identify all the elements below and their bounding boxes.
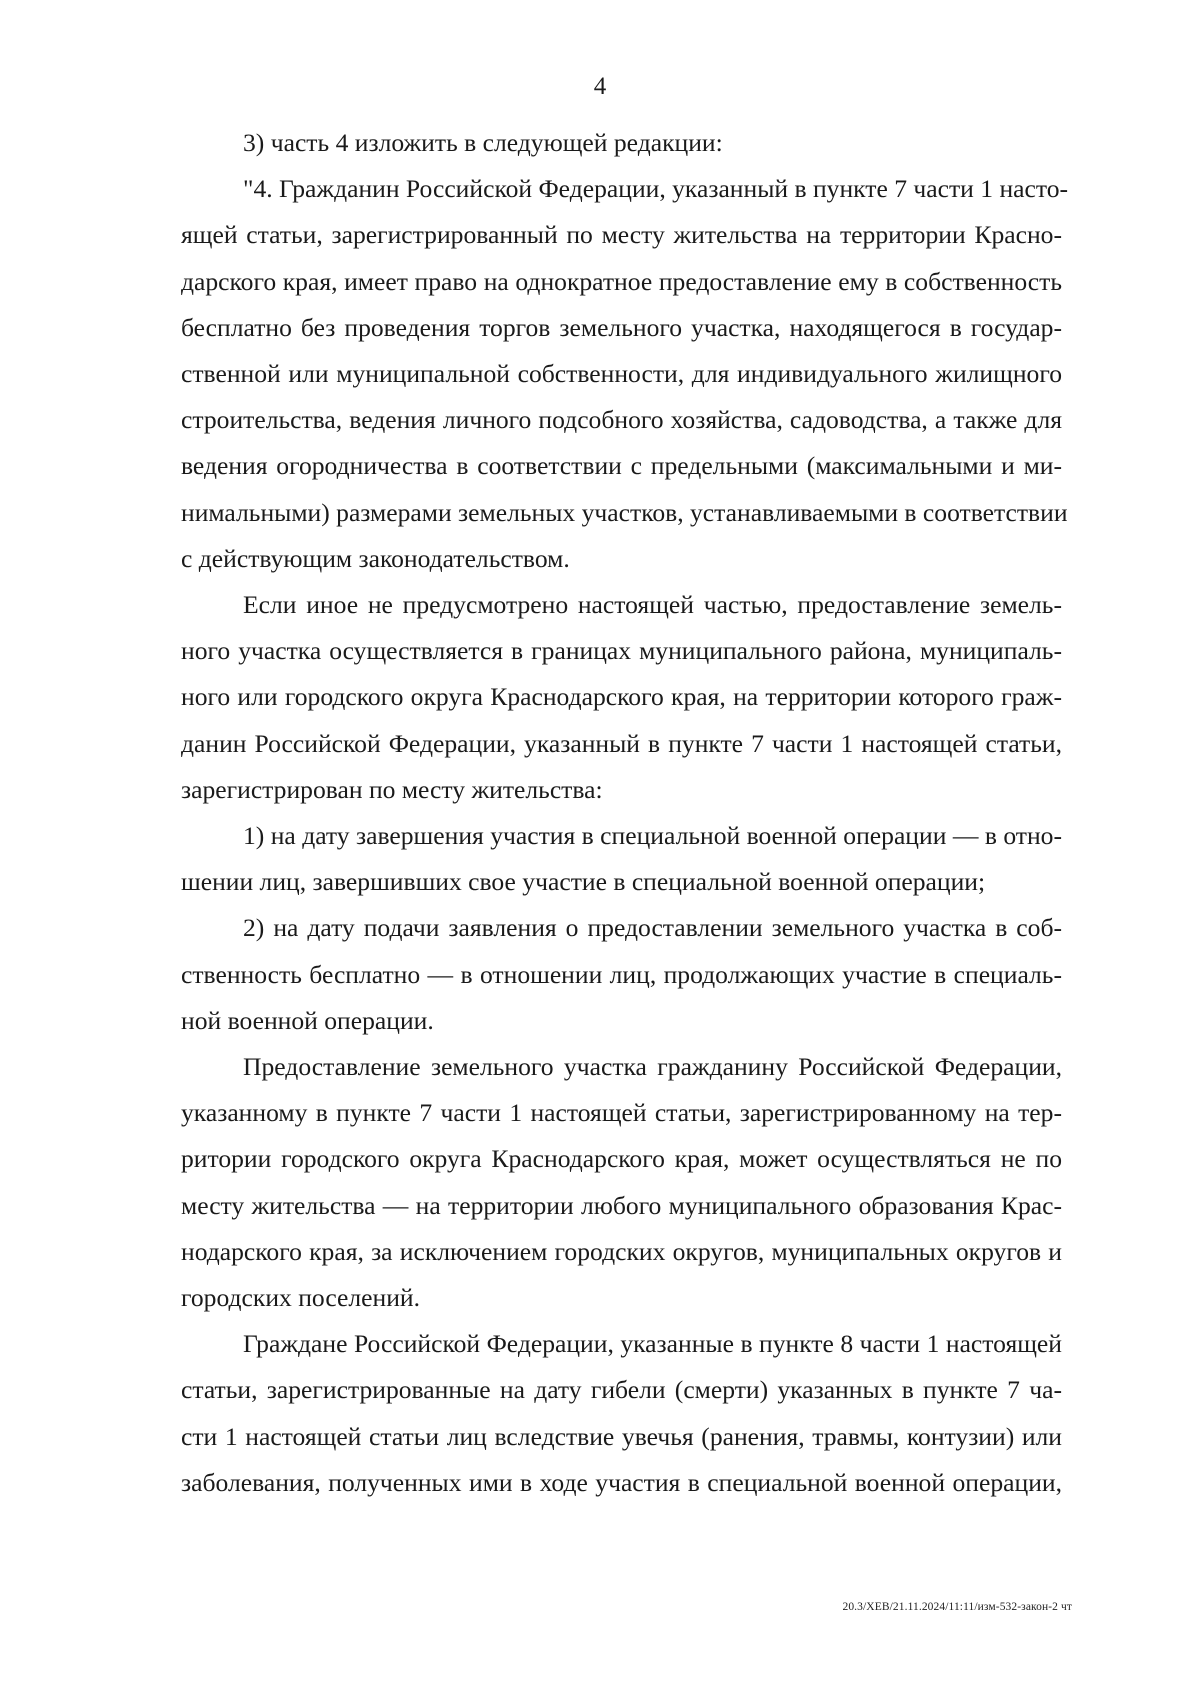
text-line: дарского края, имеет право на однократное предоставление ему в собственность [181, 266, 1062, 296]
text-line: 3) часть 4 изложить в следующей редакции: [243, 128, 723, 157]
text-line: ной военной операции. [181, 1005, 434, 1035]
text-line: ведения огородничества в соответствии с предельными (максимальными и ми- [181, 451, 1062, 481]
text-line: зарегистрирован по месту жительства: [181, 774, 603, 804]
text-line: заболевания, полученных ими в ходе участия в специальной военной операции, [181, 1467, 1062, 1497]
text-line: ящей статьи, зарегистрированный по месту жительства на территории Красно- [181, 220, 1062, 250]
text-line: Предоставление земельного участка гражданину Российской Федерации, [243, 1052, 1062, 1082]
text-line: городских поселений. [181, 1283, 421, 1313]
page-number: 4 [593, 73, 607, 100]
text-line: 1) на дату завершения участия в специальной военной операции — в отно- [243, 821, 1062, 851]
text-line: сти 1 настоящей статьи лиц вследствие увечья (ранения, травмы, контузии) или [181, 1421, 1062, 1451]
text-line: ного или городского округа Краснодарского края, на территории которого граж- [181, 682, 1062, 712]
text-line: данин Российской Федерации, указанный в пункте 7 части 1 настоящей статьи, [181, 728, 1062, 758]
text-line: месту жительства — на территории любого муниципального образования Крас- [181, 1190, 1062, 1220]
text-line: 2) на дату подачи заявления о предоставлении земельного участка в соб- [243, 913, 1062, 943]
text-line: бесплатно без проведения торгов земельного участка, находящегося в государ- [181, 312, 1062, 342]
text-line: Если иное не предусмотрено настоящей частью, предоставление земель- [243, 590, 1062, 620]
text-line: "4. Гражданин Российской Федерации, указанный в пункте 7 части 1 насто- [243, 174, 1069, 204]
text-line: шении лиц, завершивших свое участие в специальной военной операции; [181, 867, 986, 897]
text-line: нимальными) размерами земельных участков, устанавливаемыми в соответствии [181, 497, 1068, 527]
text-line: ритории городского округа Краснодарского края, может осуществляться не по [181, 1144, 1062, 1174]
text-line: ственность бесплатно — в отношении лиц, продолжающих участие в специаль- [181, 959, 1062, 989]
document-body [181, 120, 1069, 1506]
text-line: Граждане Российской Федерации, указанные в пункте 8 части 1 настоящей [243, 1329, 1062, 1359]
text-line: нодарского края, за исключением городских округов, муниципальных округов и [181, 1236, 1062, 1266]
text-line: строительства, ведения личного подсобного хозяйства, садоводства, а также для [181, 405, 1062, 435]
text-line: статьи, зарегистрированные на дату гибели (смерти) указанных в пункте 7 ча- [181, 1375, 1062, 1405]
document-footer-code: 20.3/ХЕВ/21.11.2024/11:11/изм-532-закон-2 чт [842, 1601, 1072, 1613]
text-line: указанному в пункте 7 части 1 настоящей статьи, зарегистрированному на тер- [181, 1098, 1062, 1128]
text-line: с действующим законодательством. [181, 543, 570, 573]
text-line: ного участка осуществляется в границах муниципального района, муниципаль- [181, 636, 1062, 666]
text-line: ственной или муниципальной собственности, для индивидуального жилищного [181, 359, 1062, 389]
